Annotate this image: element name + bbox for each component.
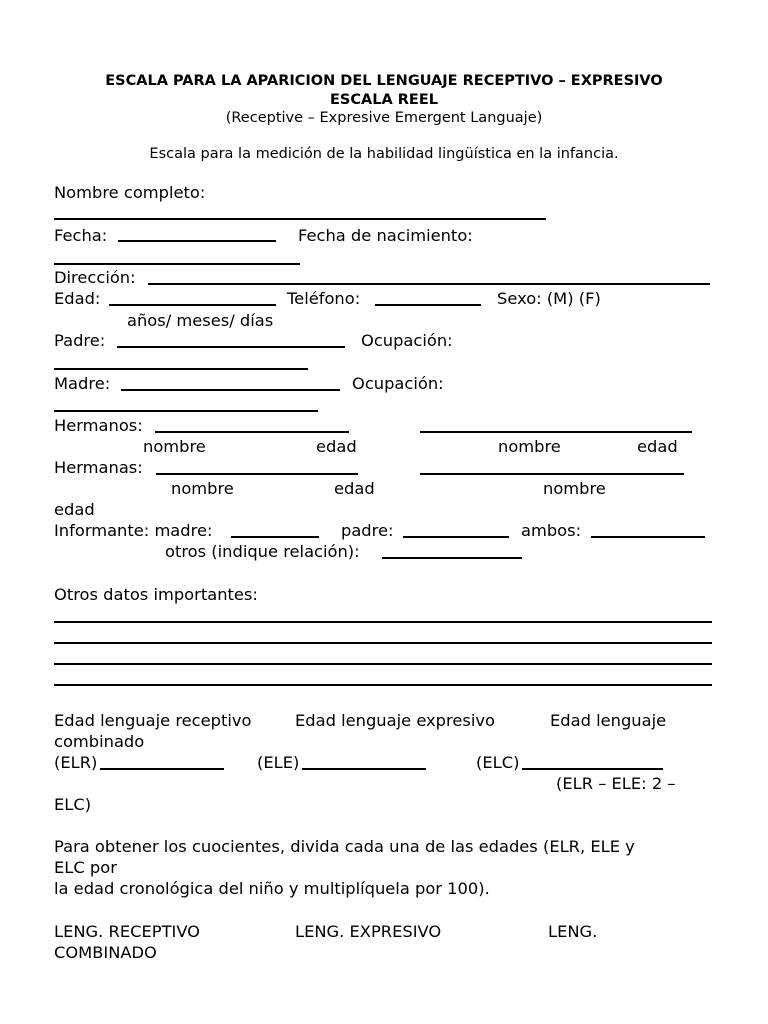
fecha-label: Fecha: bbox=[54, 226, 108, 245]
telefono-label: Teléfono: bbox=[287, 289, 361, 308]
padre-label: Padre: bbox=[54, 331, 106, 350]
informante-otros-line[interactable] bbox=[382, 557, 522, 559]
formula-line-2: ELC) bbox=[54, 795, 92, 814]
elc-line[interactable] bbox=[522, 768, 663, 770]
informante-label: Informante: madre: bbox=[54, 521, 213, 540]
hermanas-edad-1: edad bbox=[334, 479, 375, 498]
edad-combinado-label-2: combinado bbox=[54, 732, 145, 751]
ele-label: (ELE) bbox=[257, 753, 300, 772]
hermanos-line-1[interactable] bbox=[155, 431, 349, 433]
leng-combinado-label-1: LENG. bbox=[548, 922, 598, 941]
fecha-line[interactable] bbox=[118, 240, 276, 242]
padre-line[interactable] bbox=[117, 346, 345, 348]
elr-line[interactable] bbox=[100, 768, 224, 770]
elc-label: (ELC) bbox=[476, 753, 520, 772]
edad-receptivo-label: Edad lenguaje receptivo bbox=[54, 711, 252, 730]
hermanas-label: Hermanas: bbox=[54, 458, 143, 477]
hermanas-line-2[interactable] bbox=[420, 473, 684, 475]
leng-receptivo-label: LENG. RECEPTIVO bbox=[54, 922, 200, 941]
instructions-line-2: ELC por bbox=[54, 858, 117, 877]
hermanos-edad-2: edad bbox=[637, 437, 678, 456]
padre-ocupacion-line[interactable] bbox=[54, 368, 308, 370]
informante-otros-label: otros (indique relación): bbox=[165, 542, 360, 561]
title-line-2: ESCALA REEL bbox=[330, 92, 438, 108]
description: Escala para la medición de la habilidad lingüística en la infancia. bbox=[149, 146, 619, 162]
formula-line-1: (ELR – ELE: 2 – bbox=[556, 774, 676, 793]
edad-combinado-label-1: Edad lenguaje bbox=[550, 711, 667, 730]
informante-padre-label: padre: bbox=[341, 521, 394, 540]
edad-label: Edad: bbox=[54, 289, 101, 308]
direccion-line[interactable] bbox=[148, 283, 710, 285]
title-line-1: ESCALA PARA LA APARICION DEL LENGUAJE RECEPTIVO – EXPRESIVO bbox=[105, 73, 663, 89]
fecha-nacimiento-line[interactable] bbox=[54, 263, 300, 265]
informante-ambos-label: ambos: bbox=[521, 521, 582, 540]
madre-ocupacion-label: Ocupación: bbox=[352, 374, 444, 393]
madre-ocupacion-line[interactable] bbox=[54, 410, 318, 412]
fecha-nacimiento-label: Fecha de nacimiento: bbox=[298, 226, 473, 245]
instructions-line-3: la edad cronológica del niño y multiplíquela por 100). bbox=[54, 879, 490, 898]
leng-expresivo-label: LENG. EXPRESIVO bbox=[295, 922, 442, 941]
ele-line[interactable] bbox=[302, 768, 426, 770]
informante-padre-line[interactable] bbox=[403, 536, 509, 538]
otros-datos-line-4[interactable] bbox=[54, 684, 712, 686]
madre-line[interactable] bbox=[121, 389, 340, 391]
instructions-line-1: Para obtener los cuocientes, divida cada una de las edades (ELR, ELE y bbox=[54, 837, 635, 856]
madre-label: Madre: bbox=[54, 374, 111, 393]
hermanas-nombre-1: nombre bbox=[171, 479, 234, 498]
nombre-completo-label: Nombre completo: bbox=[54, 183, 206, 202]
leng-combinado-label-2: COMBINADO bbox=[54, 943, 157, 962]
hermanas-nombre-2: nombre bbox=[543, 479, 606, 498]
edad-expresivo-label: Edad lenguaje expresivo bbox=[295, 711, 495, 730]
hermanos-line-2[interactable] bbox=[420, 431, 692, 433]
informante-madre-line[interactable] bbox=[231, 536, 319, 538]
padre-ocupacion-label: Ocupación: bbox=[361, 331, 453, 350]
hermanos-nombre-1: nombre bbox=[143, 437, 206, 456]
edad-units: años/ meses/ días bbox=[127, 311, 274, 330]
hermanas-edad-2: edad bbox=[54, 500, 95, 519]
hermanos-nombre-2: nombre bbox=[498, 437, 561, 456]
otros-datos-line-3[interactable] bbox=[54, 663, 712, 665]
informante-ambos-line[interactable] bbox=[591, 536, 705, 538]
otros-datos-line-1[interactable] bbox=[54, 621, 712, 623]
sexo-label: Sexo: (M) (F) bbox=[497, 289, 601, 308]
otros-datos-line-2[interactable] bbox=[54, 642, 712, 644]
hermanos-edad-1: edad bbox=[316, 437, 357, 456]
nombre-completo-line[interactable] bbox=[54, 218, 546, 220]
hermanas-line-1[interactable] bbox=[156, 473, 358, 475]
elr-label: (ELR) bbox=[54, 753, 98, 772]
subtitle: (Receptive – Expresive Emergent Languaje) bbox=[225, 110, 543, 126]
edad-line[interactable] bbox=[109, 304, 276, 306]
direccion-label: Dirección: bbox=[54, 268, 136, 287]
hermanos-label: Hermanos: bbox=[54, 416, 143, 435]
telefono-line[interactable] bbox=[375, 304, 481, 306]
otros-datos-label: Otros datos importantes: bbox=[54, 585, 258, 604]
